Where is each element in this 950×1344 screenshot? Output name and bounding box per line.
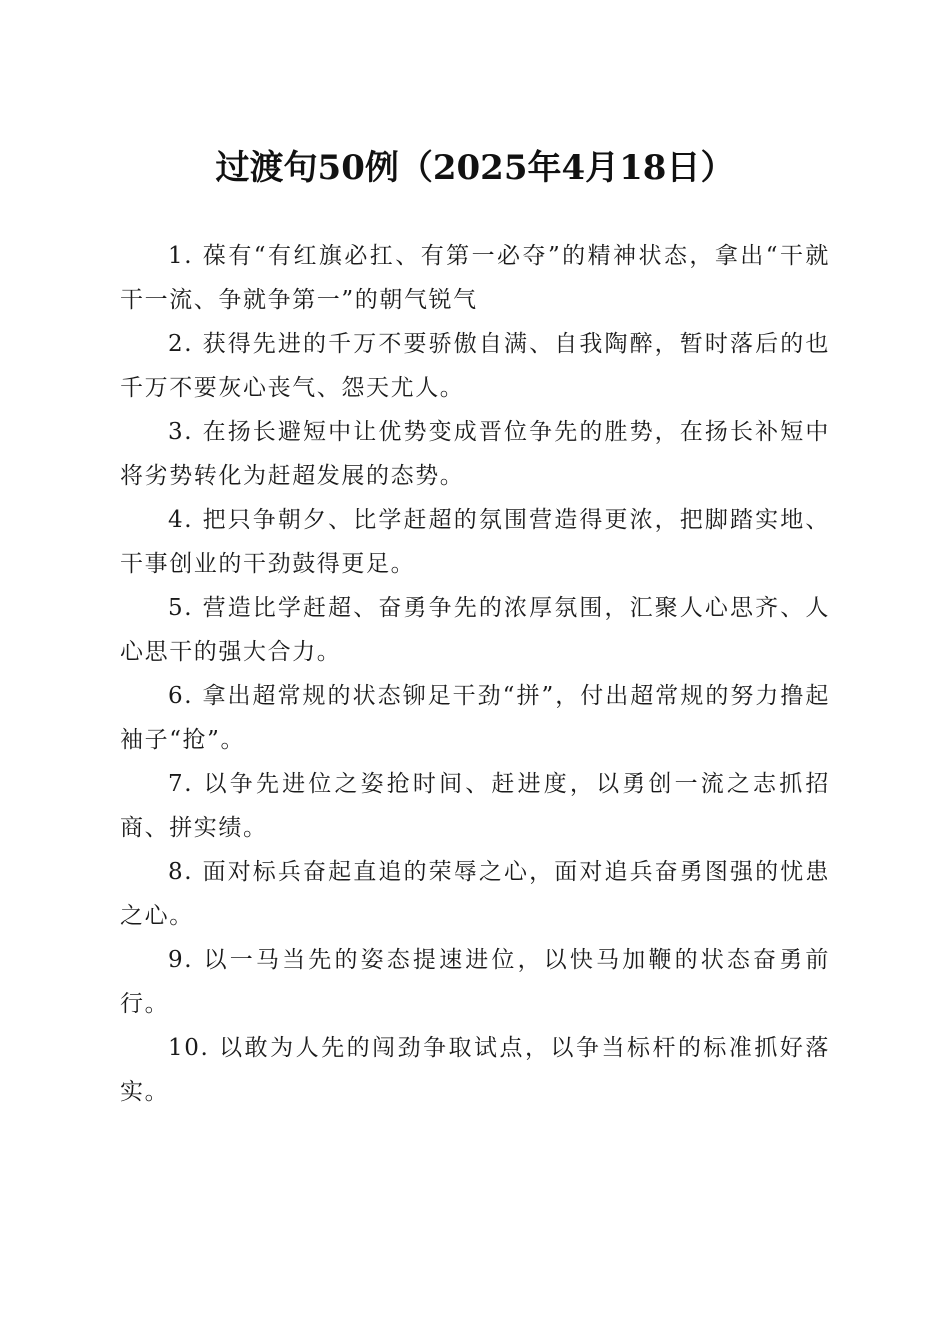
list-item: 3. 在扬长避短中让优势变成晋位争先的胜势，在扬长补短中将劣势转化为赶超发展的态势。 [120,419,830,489]
document-title: 过渡句50例（2025年4月18日） [215,148,735,188]
list-item: 9. 以一马当先的姿态提速进位，以快马加鞭的状态奋勇前行。 [120,947,830,1017]
list-item: 7. 以争先进位之姿抢时间、赶进度，以勇创一流之志抓招商、拼实绩。 [120,771,830,841]
list-item: 2. 获得先进的千万不要骄傲自满、自我陶醉，暂时落后的也千万不要灰心丧气、怨天尤人。 [120,331,830,401]
list-item: 10. 以敢为人先的闯劲争取试点，以争当标杆的标准抓好落实。 [120,1035,830,1105]
list-item: 4. 把只争朝夕、比学赶超的氛围营造得更浓，把脚踏实地、干事创业的干劲鼓得更足。 [120,507,830,577]
document-body [120,234,830,1114]
list-item: 6. 拿出超常规的状态铆足干劲“拼”，付出超常规的努力撸起袖子“抢”。 [120,683,830,753]
list-item: 5. 营造比学赶超、奋勇争先的浓厚氛围，汇聚人心思齐、人心思干的强大合力。 [120,595,830,665]
list-item: 8. 面对标兵奋起直追的荣辱之心，面对追兵奋勇图强的忧患之心。 [120,859,830,929]
list-item: 1. 葆有“有红旗必扛、有第一必夺”的精神状态，拿出“干就干一流、争就争第一”的朝气锐气 [120,243,830,313]
